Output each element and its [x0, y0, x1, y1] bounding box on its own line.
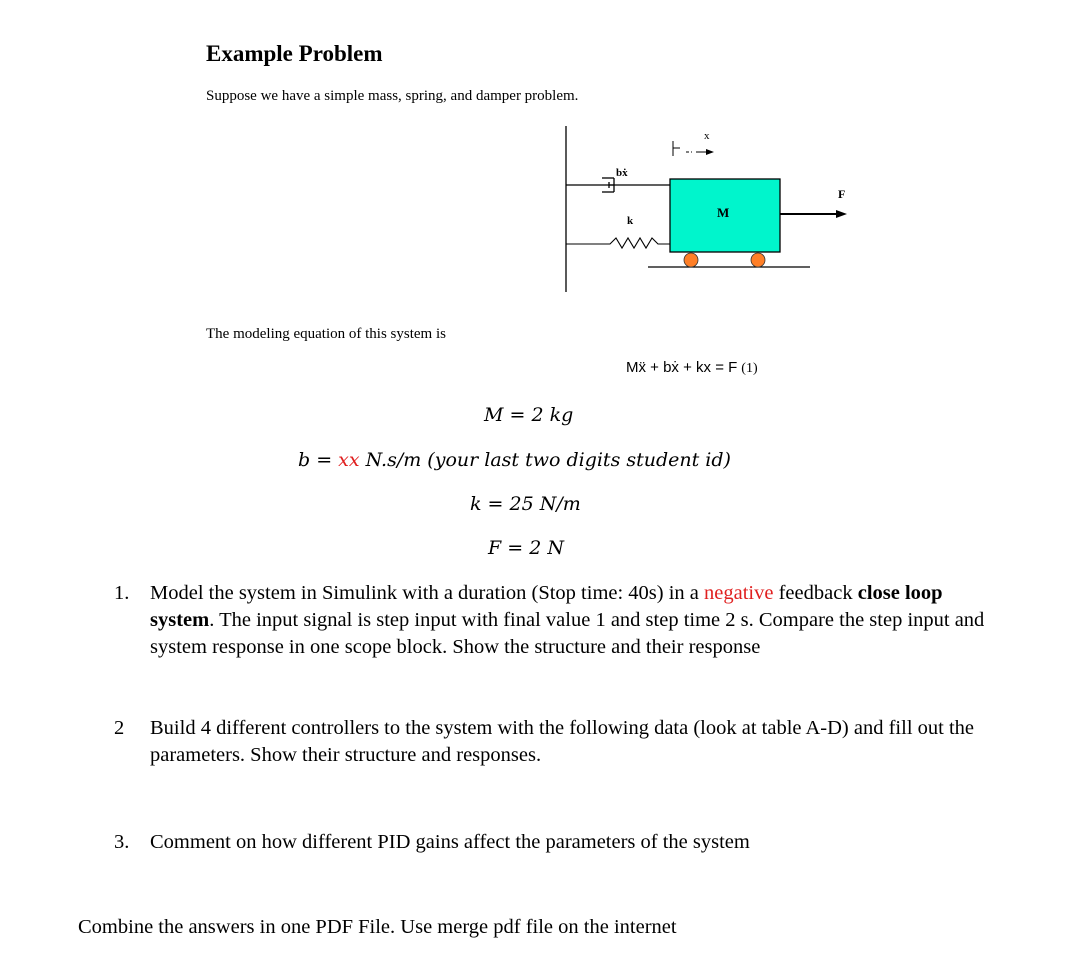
- task-2-number: 2: [114, 717, 125, 739]
- damper-label: bẋ: [616, 167, 628, 179]
- task-1-text: Model the system in Simulink with a duration (Stop time: 40s) in a negative feedback close loop system. The input signal is step input with final value 1 and step time 2 s. Compare the step input and system response in one scope block. Show the structure and their response: [150, 582, 985, 658]
- wheel-right: [751, 253, 765, 267]
- force-arrowhead: [836, 210, 847, 218]
- damper: [566, 178, 670, 192]
- spring-label: k: [627, 215, 634, 227]
- intro-text: Suppose we have a simple mass, spring, and damper problem.: [206, 88, 579, 104]
- task-2-text: Build 4 different controllers to the system with the following data (look at table A-D) and fill out the parameters. Show their structure and responses.: [150, 717, 975, 766]
- task-3: [114, 829, 994, 859]
- param-damping-symbol: b =: [298, 449, 339, 471]
- param-mass: M = 2 kg: [484, 404, 574, 426]
- force-label: F: [838, 187, 846, 201]
- equation-1: [626, 359, 758, 377]
- param-spring: k = 25 N/m: [470, 493, 581, 515]
- task-3-number: 3.: [114, 831, 130, 853]
- param-force-symbol: F: [488, 537, 502, 559]
- wheel-left: [684, 253, 698, 267]
- negative-highlight: negative: [704, 582, 774, 604]
- param-damping: [298, 449, 731, 471]
- param-force: F = 2 N: [488, 537, 564, 559]
- task-1-number: 1.: [114, 582, 130, 604]
- equation-number: (1): [741, 361, 758, 376]
- param-damping-units: N.s/m (your last two digits student id): [359, 449, 731, 471]
- x-label: x: [704, 130, 710, 142]
- mass-label: M: [717, 205, 730, 220]
- close-loop-bold: close loop system: [150, 582, 943, 631]
- modeling-text: The modeling equation of this system is: [206, 326, 446, 342]
- page-title: Example Problem: [206, 41, 383, 66]
- task-2: [114, 715, 994, 773]
- equation-expr: Mẍ + bẋ + kx = F: [626, 359, 738, 376]
- param-damping-value: xx: [338, 449, 360, 471]
- param-spring-symbol: k: [470, 493, 482, 515]
- param-spring-value: 25 N/m: [509, 493, 581, 515]
- footer-instruction: Combine the answers in one PDF File. Use merge pdf file on the internet: [78, 916, 677, 938]
- task-3-text: Comment on how different PID gains affect the parameters of the system: [150, 831, 750, 853]
- param-mass-value: 2 kg: [531, 404, 574, 426]
- param-force-value: 2 N: [529, 537, 564, 559]
- mass-spring-damper-diagram: [560, 120, 860, 300]
- param-mass-symbol: M: [484, 404, 504, 426]
- task-1: [114, 580, 994, 665]
- spring: [566, 238, 670, 248]
